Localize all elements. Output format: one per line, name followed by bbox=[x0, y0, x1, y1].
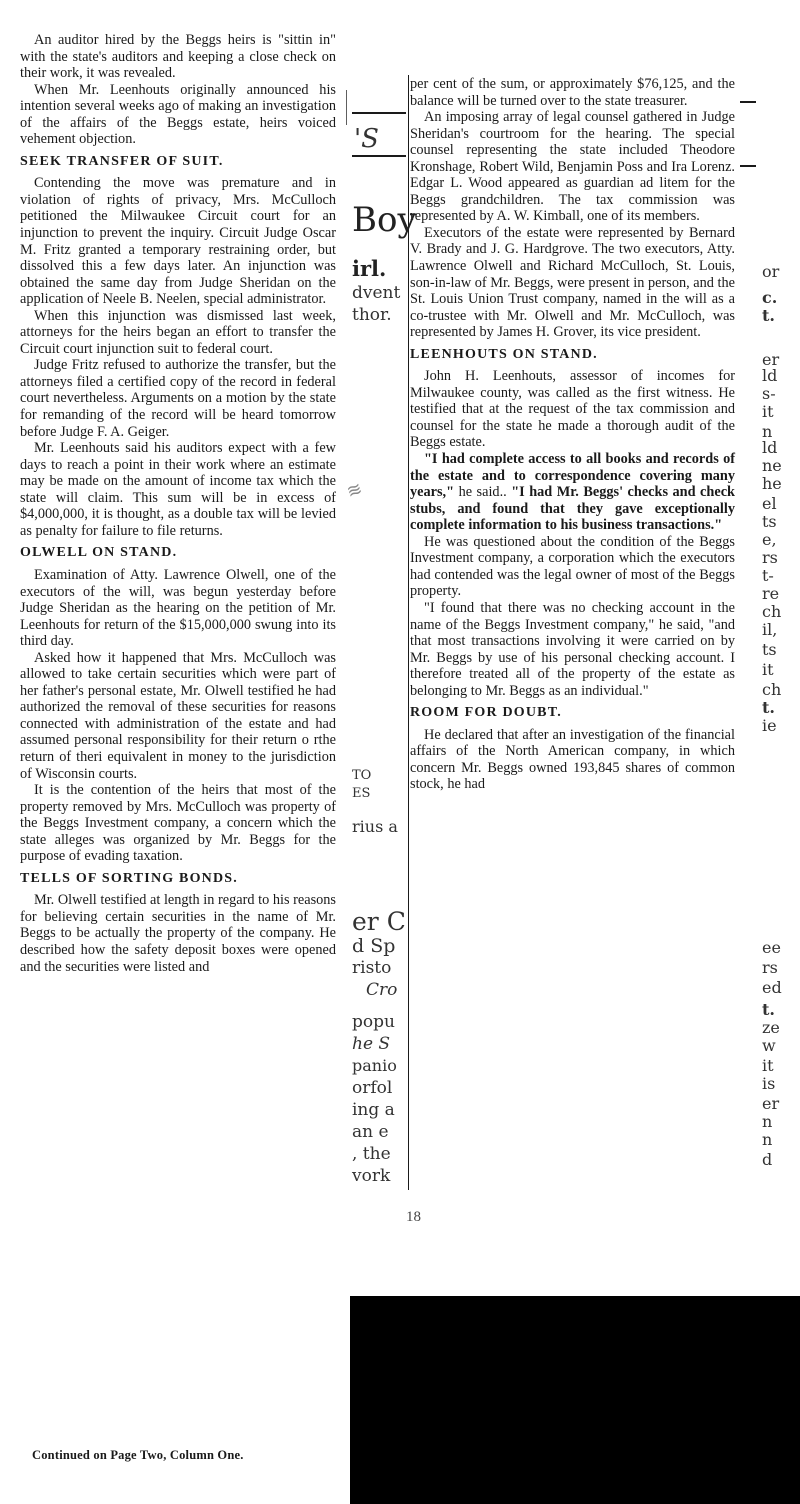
edge-fragment: ch bbox=[762, 602, 782, 621]
ink-smudge-mark: ≋ bbox=[343, 478, 365, 503]
page-number: 18 bbox=[406, 1209, 421, 1225]
edge-fragment: ie bbox=[762, 716, 777, 735]
fragment-text: d Sp bbox=[352, 935, 396, 957]
fragment-text: rius a bbox=[352, 817, 398, 836]
fragment-text: , the bbox=[352, 1144, 391, 1164]
edge-fragment: c. bbox=[762, 288, 778, 307]
edge-fragment: d bbox=[762, 1150, 773, 1169]
scan-black-area bbox=[350, 1296, 800, 1504]
edge-fragment: e, bbox=[762, 530, 777, 549]
fragment-text: dvent bbox=[352, 283, 401, 303]
fragment-text: Cro bbox=[366, 980, 398, 1000]
edge-fragment: it bbox=[762, 660, 774, 679]
short-rule bbox=[740, 165, 756, 167]
subheading: SEEK TRANSFER OF SUIT. bbox=[20, 153, 224, 169]
edge-fragment: t. bbox=[762, 1000, 775, 1019]
fragment-text: Boy bbox=[352, 200, 417, 240]
fragment-text: vork bbox=[352, 1166, 391, 1186]
fragment-text: irl. bbox=[352, 256, 387, 281]
fragment-text: er C bbox=[352, 907, 406, 936]
edge-fragment: it bbox=[762, 402, 774, 421]
edge-fragment: er bbox=[762, 350, 780, 369]
edge-fragment: ts bbox=[762, 640, 777, 659]
short-rule bbox=[352, 112, 406, 114]
column-divider bbox=[346, 90, 347, 125]
edge-fragment: t. bbox=[762, 306, 775, 325]
quote-paragraph bbox=[410, 451, 735, 534]
edge-fragment: w bbox=[762, 1036, 776, 1055]
edge-fragment: t- bbox=[762, 566, 774, 585]
edge-fragment: it bbox=[762, 1056, 774, 1075]
edge-fragment: n bbox=[762, 1112, 773, 1131]
fragment-text: 'S bbox=[354, 124, 379, 154]
edge-fragment: ed bbox=[762, 978, 782, 997]
paragraph: Examination of Atty. Lawrence Olwell, one of the executors of the will, was begun yesterday before Judge Sheridan as the hearing on the petition of Mr. Leenhouts for return of the $15,000,000 swung into its third day. bbox=[20, 566, 336, 650]
edge-fragment: he bbox=[762, 474, 782, 493]
edge-fragment: re bbox=[762, 584, 780, 603]
fragment-text: ing a bbox=[352, 1100, 395, 1120]
edge-fragment: ts bbox=[762, 512, 777, 531]
edge-fragment: er bbox=[762, 1094, 780, 1113]
edge-fragment: ze bbox=[762, 1018, 780, 1037]
subheading: ROOM FOR DOUBT. bbox=[410, 705, 562, 721]
edge-fragment: el bbox=[762, 494, 777, 513]
paragraph: per cent of the sum, or approximately $76,125, and the balance will be turned over to the state treasurer. bbox=[410, 76, 735, 109]
fragment-text: thor. bbox=[352, 305, 392, 325]
paragraph: It is the contention of the heirs that most of the property removed by Mrs. McCulloch was property of the Beggs Investment company, a concern which the state alleges was organized by Mr. Beggs for the purpose of evading taxation. bbox=[20, 782, 336, 865]
edge-fragment: t. bbox=[762, 698, 775, 717]
edge-fragment: n bbox=[762, 422, 773, 441]
paragraph: He was questioned about the condition of the Beggs Investment company, a corporation which the executors had contended was the legal owner of most of the Beggs property. bbox=[410, 533, 735, 600]
fragment-text: popu bbox=[352, 1012, 395, 1032]
quote-text: "I had Mr. Beggs' checks and check stubs, and found that they gave exceptionally complete information to his business transactions." bbox=[410, 484, 735, 534]
fragment-text: ES bbox=[352, 786, 371, 801]
paragraph: Judge Fritz refused to authorize the transfer, but the attorneys filed a certified copy of the record in federal court nevertheless. Arguments on a motion by the state for remanding of the record will be heard tomorrow before Judge F. A. Geiger. bbox=[20, 357, 336, 440]
fragment-text: an e bbox=[352, 1122, 389, 1142]
quote-text: "I had complete access to all books and records of the estate and to correspondence covering many years," bbox=[410, 451, 735, 501]
right-article-column bbox=[410, 76, 735, 793]
fragment-text: risto bbox=[352, 958, 392, 978]
paragraph: John H. Leenhouts, assessor of incomes for Milwaukee county, was called as the first witness. He testified that at the request of the tax commission and counsel for the state he made a thorough audit of the Beggs estate. bbox=[410, 368, 735, 451]
paragraph: "I found that there was no checking account in the name of the Beggs Investment company," he said, "and that most transactions involving it were carried on by Mr. Beggs by use of his personal checking account. I therefore treated all of the property of the estate as belonging to Mr. Beggs as an individual." bbox=[410, 599, 735, 699]
fragment-text: orfol bbox=[352, 1078, 393, 1098]
paragraph: Asked how it happened that Mrs. McCulloch was allowed to take certain securities which were part of her father's personal estate, Mr. Olwell testified he had authorized the removal of these securities for reasons connected with administration of the estate and had assumed personal responsibility for their return o rthe return of theri equivalent in money to the jurisdiction of Wisconsin courts. bbox=[20, 649, 336, 782]
edge-fragment: rs bbox=[762, 958, 778, 977]
short-rule bbox=[740, 101, 756, 103]
edge-fragment: ld bbox=[762, 366, 778, 385]
paragraph: An imposing array of legal counsel gathered in Judge Sheridan's courtroom for the hearing. The special counsel representing the state included Theodore Kronshage, Robert Wild, Benjamin Poss and Ira Lorenz. Edgar L. Wood appeared as guardian ad litem for the Beggs grandchildren. The tax commission was represented by A. W. Kimball, one of its members. bbox=[410, 109, 735, 225]
edge-fragment: or bbox=[762, 262, 780, 281]
short-rule bbox=[352, 155, 406, 157]
continuation-note: Continued on Page Two, Column One. bbox=[32, 1448, 244, 1462]
paragraph: Executors of the estate were represented by Bernard V. Brady and J. G. Hardgrove. The two executors, Atty. Lawrence Olwell and Richard McCulloch, St. Louis, son-in-law of Mr. Beggs, were present in person, and the St. Louis Union Trust company, named in the will as a co-trustee with Mr. Olwell and Mr. McCulloch, was represented by James H. Grover, its vice president. bbox=[410, 224, 735, 341]
paragraph: He declared that after an investigation of the financial affairs of the North American company, in which concern Mr. Beggs owned 193,845 shares of common stock, he had bbox=[410, 726, 735, 793]
subheading: TELLS OF SORTING BONDS. bbox=[20, 870, 238, 886]
left-article-column bbox=[20, 32, 336, 975]
edge-fragment: rs bbox=[762, 548, 778, 567]
fragment-text: panio bbox=[352, 1056, 397, 1075]
paragraph: Mr. Olwell testified at length in regard to his reasons for believing certain securities in the name of Mr. Beggs to be actually the property of the company. He described how the safety deposit boxes were opened and the securities were listed and bbox=[20, 892, 336, 975]
edge-fragment: ld bbox=[762, 438, 778, 457]
edge-fragment: n bbox=[762, 1130, 773, 1149]
paragraph: When this injunction was dismissed last week, attorneys for the heirs began an effort to transfer the Circuit court injunction suit to federal court. bbox=[20, 307, 336, 357]
edge-fragment: ne bbox=[762, 456, 782, 475]
edge-fragment: is bbox=[762, 1074, 776, 1093]
subheading: OLWELL ON STAND. bbox=[20, 545, 178, 561]
attribution: he said.. bbox=[454, 484, 512, 501]
paragraph: When Mr. Leenhouts originally announced his intention several weeks ago of making an investigation of the affairs of the Beggs estate, heirs voiced vehement objection. bbox=[20, 81, 336, 148]
edge-fragment: ch bbox=[762, 680, 782, 699]
paragraph: Mr. Leenhouts said his auditors expect with a few days to reach a point in their work where an estimate may be made on the amount of income tax which the state will claim. This sum will be in excess of $4,000,000, it is thought, as a double tax will be levied as penalty for failure to file returns. bbox=[20, 440, 336, 539]
edge-fragment: s- bbox=[762, 384, 776, 403]
column-divider bbox=[408, 75, 409, 1190]
edge-fragment: il, bbox=[762, 620, 778, 639]
fragment-text: TO bbox=[352, 768, 372, 783]
fragment-text: he S bbox=[352, 1034, 391, 1054]
paragraph: Contending the move was premature and in violation of rights of privacy, Mrs. McCulloch petitioned the Milwaukee Circuit court for an injunction to prevent the inquiry. Circuit Judge Oscar M. Fritz granted a temporary restraining order, but dissolved this a few days later. An injunction was obtained the same day from Judge Sheridan on the application of Neele B. Neelen, special administrator. bbox=[20, 175, 336, 308]
paragraph: An auditor hired by the Beggs heirs is "sittin in" with the state's auditors and keeping a close check on their work, it was revealed. bbox=[20, 32, 336, 82]
edge-fragment: ee bbox=[762, 938, 781, 957]
subheading: LEENHOUTS ON STAND. bbox=[410, 346, 598, 362]
